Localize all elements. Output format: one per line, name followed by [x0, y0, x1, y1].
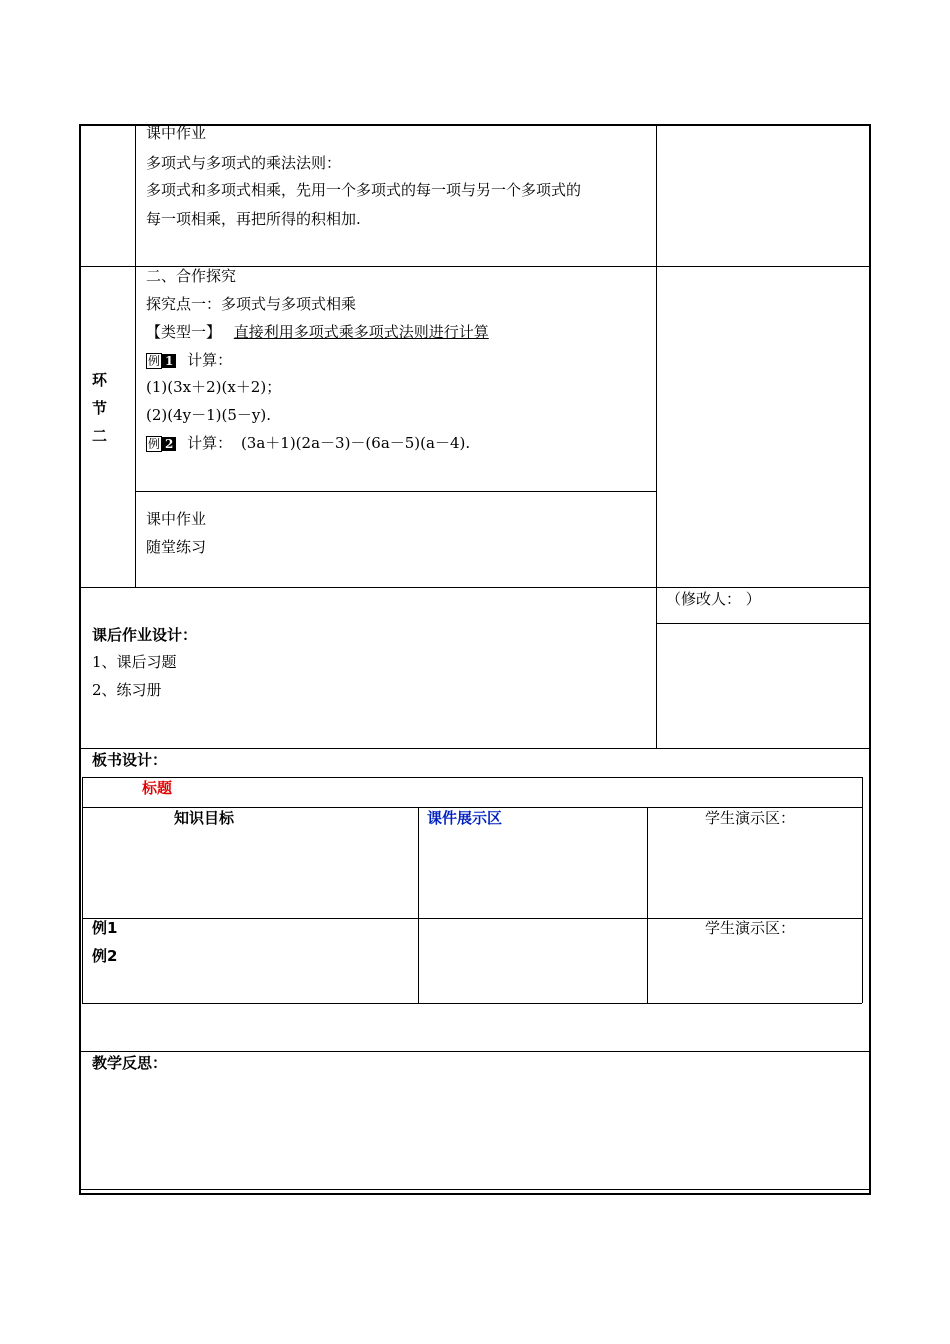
board-table-right: [862, 777, 863, 1003]
divider: [81, 1051, 869, 1052]
rule-line2: 每一项相乘，再把所得的积相加.: [146, 210, 361, 228]
explore-point: 探究点一：多项式与多项式相乘: [146, 295, 357, 313]
example2-expression: (3a＋1)(2a－3)－(6a－5)(a－4).: [240, 434, 471, 452]
board-table-top: [82, 777, 862, 778]
side-label-char2: 节: [92, 399, 108, 417]
divider: [81, 748, 869, 749]
example1-badge: 例 1: [146, 354, 176, 368]
example2-label: 计算：: [187, 434, 233, 452]
section2-heading: 二、合作探究: [146, 267, 237, 285]
knowledge-goal: 知识目标: [174, 809, 235, 827]
section1-title: 课中作业: [146, 124, 207, 142]
type-line: [146, 322, 489, 342]
board-table-bottom: [82, 1003, 862, 1004]
side-label-char1: 环: [92, 371, 108, 389]
example2-badge: 例 2: [146, 437, 176, 451]
homework-item2: 2、练习册: [92, 681, 162, 699]
homework-title: 课后作业设计：: [92, 626, 198, 644]
divider: [81, 1189, 869, 1190]
rule-title: 多项式与多项式的乘法法则：: [146, 154, 342, 172]
board-example1: 例1: [92, 919, 118, 937]
example1-label: 计算：: [187, 351, 233, 369]
example1-line: [146, 350, 232, 370]
homework-item1: 1、课后习题: [92, 653, 177, 671]
student-demo-area-2: 学生演示区：: [705, 919, 796, 937]
divider: [135, 491, 656, 492]
section3-title: 课中作业: [146, 510, 207, 528]
board-heading: 标题: [142, 779, 173, 797]
board-title: 板书设计：: [92, 751, 168, 769]
example1-item1: (1)(3x＋2)(x＋2)；: [146, 378, 282, 396]
type-text: 直接利用多项式乘多项式法则进行计算: [233, 323, 489, 341]
rule-line1: 多项式和多项式相乘，先用一个多项式的每一项与另一个多项式的: [146, 181, 582, 199]
divider: [656, 623, 869, 624]
student-demo-area-1: 学生演示区：: [705, 809, 796, 827]
section3-item: 随堂练习: [146, 538, 207, 556]
board-table-left: [82, 777, 83, 1003]
courseware-area: 课件展示区: [427, 809, 503, 827]
example1-item2: (2)(4y－1)(5－y).: [146, 406, 272, 424]
board-table-col: [418, 807, 419, 1003]
example2-line: [146, 433, 470, 453]
type-label: 【类型一】: [146, 323, 222, 341]
divider: [656, 126, 657, 748]
divider: [135, 126, 136, 587]
board-table-col: [647, 807, 648, 1003]
side-label-char3: 二: [92, 427, 108, 445]
reflection-title: 教学反思：: [92, 1054, 168, 1072]
divider: [81, 587, 869, 588]
board-example2: 例2: [92, 947, 118, 965]
reviser-note: （修改人： ）: [666, 590, 761, 608]
